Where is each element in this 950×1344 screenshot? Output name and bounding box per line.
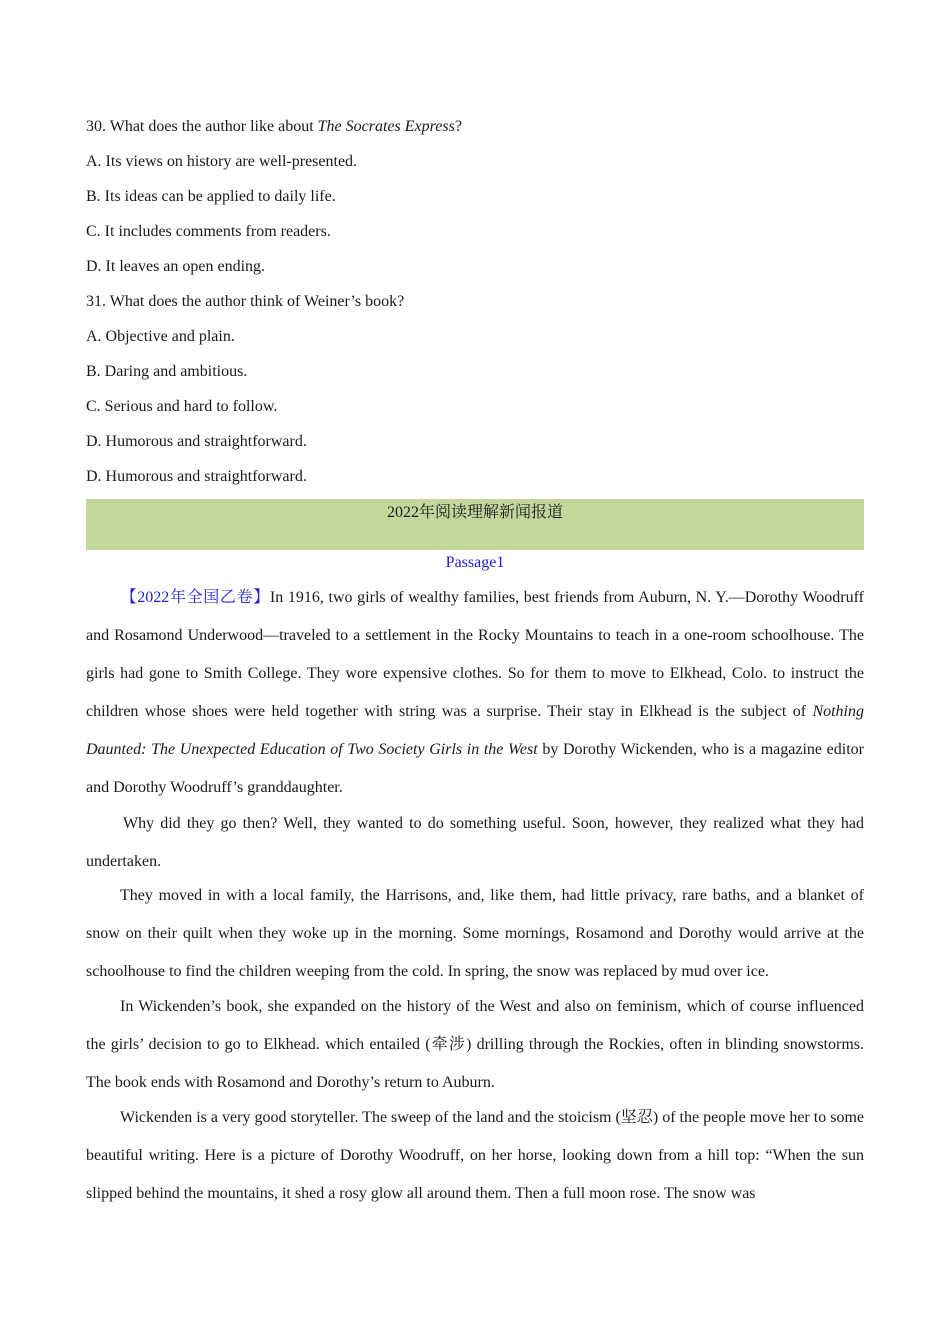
book-title: The Socrates Express xyxy=(317,118,455,135)
option-c: C. It includes comments from readers. xyxy=(86,223,331,240)
option-a: A. Objective and plain. xyxy=(86,328,235,345)
paragraph-2 xyxy=(86,805,864,881)
option-a: A. Its views on history are well-presented. xyxy=(86,153,358,170)
source-tag: 【2022年全国乙卷】 xyxy=(120,589,270,606)
option-b: B. Its ideas can be applied to daily life. xyxy=(86,188,336,205)
paragraph-text: They moved in with a local family, the Harrisons, and, like them, had little privacy, rare baths, and a blanket of snow on their quilt when they woke up in the morning. Some mornings, Rosamond and Dorothy would arrive at the schoolhouse to find the children weeping from the cold. In spring, the snow was replaced by mud over ice. xyxy=(86,887,864,980)
paragraph-text: Wickenden is a very good storyteller. The sweep of the land and the stoicism (坚忍) of the people move her to some beautiful writing. Here is a picture of Dorothy Woodruff, on her horse, looking down from a hill top: “When the sun slipped behind the mountains, it shed a rosy glow all around them. Then a full moon rose. The snow was xyxy=(86,1109,864,1202)
option-c: C. Serious and hard to follow. xyxy=(86,398,278,415)
paragraph-text: In 1916, two girls of wealthy families, best friends from Auburn, N. Y.—Dorothy Woodruff and Rosamond Underwood—traveled to a settlement in the Rocky Mountains to teach in a one-room schoolhouse. The girls had gone to Smith College. They wore expensive clothes. So for them to move to Elkhead, Colo. to instruct the children whose shoes were held together with string was a surprise. Their stay in Elkhead is the subject of xyxy=(86,589,864,720)
question-31: 31. What does the author think of Weiner’s book? xyxy=(86,293,405,310)
option-d: D. Humorous and straightforward. xyxy=(86,433,307,450)
passage-title: Passage1 xyxy=(445,554,505,571)
paragraph-text: by Dorothy Wickenden, who is a magazine editor and Dorothy Woodruff’s granddaughter. xyxy=(86,741,864,796)
option-d: D. It leaves an open ending. xyxy=(86,258,266,275)
question-mark: ? xyxy=(454,118,462,135)
question-text: 30. What does the author like about xyxy=(86,118,318,135)
question-30 xyxy=(86,117,462,137)
paragraph-5 xyxy=(86,1099,864,1213)
paragraph-4 xyxy=(86,988,864,1102)
paragraph-text: Why did they go then? Well, they wanted to do something useful. Soon, however, they realized what they had undertaken. xyxy=(86,815,864,870)
paragraph-1 xyxy=(86,579,864,807)
book-title: Nothing Daunted: The Unexpected Education of Two Society Girls in the West xyxy=(86,703,864,758)
option-b: B. Daring and ambitious. xyxy=(86,363,248,380)
paragraph-3 xyxy=(86,877,864,991)
section-title: 2022年阅读理解新闻报道 xyxy=(386,504,563,521)
paragraph-text: In Wickenden’s book, she expanded on the history of the West and also on feminism, which of course influenced the girls’ decision to go to Elkhead. which entailed (牵涉) drilling through the Rockies, often in blinding snowstorms. The book ends with Rosamond and Dorothy’s return to Auburn. xyxy=(86,998,864,1091)
option-d-duplicate: D. Humorous and straightforward. xyxy=(86,468,307,485)
